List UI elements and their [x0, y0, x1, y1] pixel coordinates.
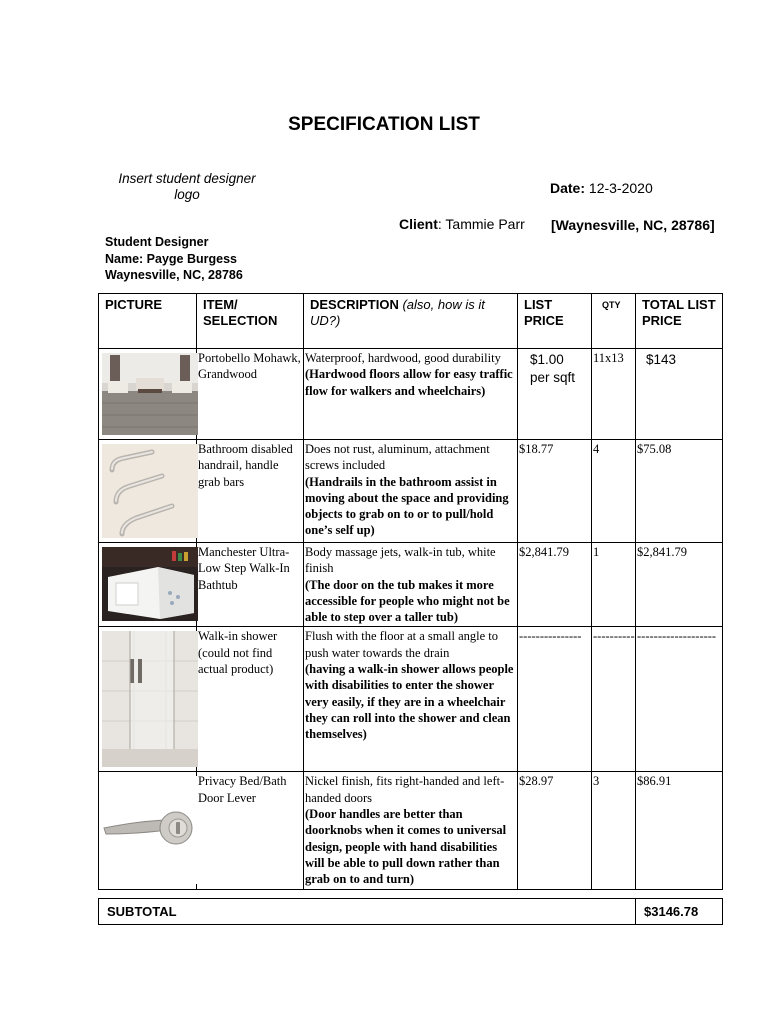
client-location: [Waynesville, NC, 28786] — [551, 217, 715, 233]
qty-cell: 1 — [592, 543, 636, 627]
date-label: Date: — [550, 180, 586, 196]
specification-table — [98, 293, 723, 890]
client-label: Client — [399, 216, 438, 232]
description-text: Flush with the floor at a small angle to push water towards the drain — [305, 629, 499, 660]
total-cell: $143 — [636, 349, 723, 440]
subtotal-value: $3146.78 — [636, 899, 723, 925]
description-text: Waterproof, hardwood, good durability — [305, 351, 501, 365]
header-picture: PICTURE — [99, 294, 197, 349]
table-row — [99, 627, 723, 772]
designer-line-3: Waynesville, NC, 28786 — [105, 268, 243, 282]
qty-cell: ---------- — [592, 627, 636, 772]
description-cell — [304, 543, 518, 627]
ud-note: (Hardwood floors allow for easy traffic flow for walkers and wheelchairs) — [305, 367, 513, 398]
subtotal-table — [98, 898, 723, 925]
handrail-image — [99, 440, 197, 543]
client-sep: : — [437, 216, 442, 232]
item-cell: Bathroom disabled handrail, handle grab bars — [197, 440, 304, 543]
shower-image — [99, 627, 197, 772]
description-cell — [304, 349, 518, 440]
qty-cell: 11x13 — [592, 349, 636, 440]
item-cell: Privacy Bed/Bath Door Lever — [197, 772, 304, 889]
header-qty: QTY — [592, 294, 636, 349]
total-cell: $2,841.79 — [636, 543, 723, 627]
table-row — [99, 349, 723, 440]
price-cell: $18.77 — [518, 440, 592, 543]
header-description-label: DESCRIPTION — [310, 297, 399, 312]
item-cell: Manchester Ultra-Low Step Walk-In Bathtub — [197, 543, 304, 627]
date-value: 12-3-2020 — [588, 180, 653, 196]
logo-placeholder: Insert student designer logo — [118, 171, 256, 202]
qty-cell: 4 — [592, 440, 636, 543]
student-designer-block — [105, 234, 305, 284]
description-text: Nickel finish, fits right-handed and left-handed doors — [305, 774, 505, 805]
header-list-price: LIST PRICE — [518, 294, 592, 349]
ud-note: (Handrails in the bathroom assist in moving about the space and providing objects to grab on to or to pull/hold one’s self up) — [305, 474, 509, 538]
header-description — [304, 294, 518, 349]
total-cell: $75.08 — [636, 440, 723, 543]
subtotal-row — [99, 899, 723, 925]
subtotal-label: SUBTOTAL — [99, 899, 636, 925]
ud-note: (Door handles are better than doorknobs when it comes to universal design, people with hand disabilities will be able to pull down rather than grab on to and turn) — [305, 807, 507, 887]
table-row — [99, 440, 723, 543]
price-cell: $1.00 per sqft — [518, 349, 592, 440]
table-row — [99, 543, 723, 627]
price-cell: $28.97 — [518, 772, 592, 889]
page-title: SPECIFICATION LIST — [288, 114, 480, 135]
item-cell: Portobello Mohawk, Grandwood — [197, 349, 304, 440]
flooring-image — [99, 349, 197, 440]
header-item: ITEM/ SELECTION — [197, 294, 304, 349]
description-text: Does not rust, aluminum, attachment screws included — [305, 442, 490, 473]
ud-note: (having a walk-in shower allows people with disabilities to enter the shower very easily, if they are in a wheelchair they can roll into the shower and clean themselves) — [305, 662, 514, 742]
designer-line-2: Name: Payge Burgess — [105, 251, 238, 266]
header-total: TOTAL LIST PRICE — [636, 294, 723, 349]
price-cell: --------------- — [518, 627, 592, 772]
ud-note: (The door on the tub makes it more accessible for people who might not be able to step over a taller tub) — [305, 577, 510, 625]
description-cell — [304, 772, 518, 889]
description-text: Body massage jets, walk-in tub, white finish — [305, 545, 496, 576]
client-name: Tammie Parr — [445, 216, 525, 232]
price-cell: $2,841.79 — [518, 543, 592, 627]
date-field — [550, 180, 653, 196]
header-description-note: (also, how is it UD?) — [310, 297, 485, 328]
designer-line-1: Student Designer — [105, 235, 209, 249]
total-cell: $86.91 — [636, 772, 723, 889]
description-cell — [304, 627, 518, 772]
item-cell: Walk-in shower (could not find actual product) — [197, 627, 304, 772]
total-cell: ------------------- — [636, 627, 723, 772]
door-lever-image — [99, 772, 197, 889]
table-header-row — [99, 294, 723, 349]
bathtub-image — [99, 543, 197, 627]
qty-cell: 3 — [592, 772, 636, 889]
table-row — [99, 772, 723, 889]
client-field — [399, 216, 525, 232]
description-cell — [304, 440, 518, 543]
